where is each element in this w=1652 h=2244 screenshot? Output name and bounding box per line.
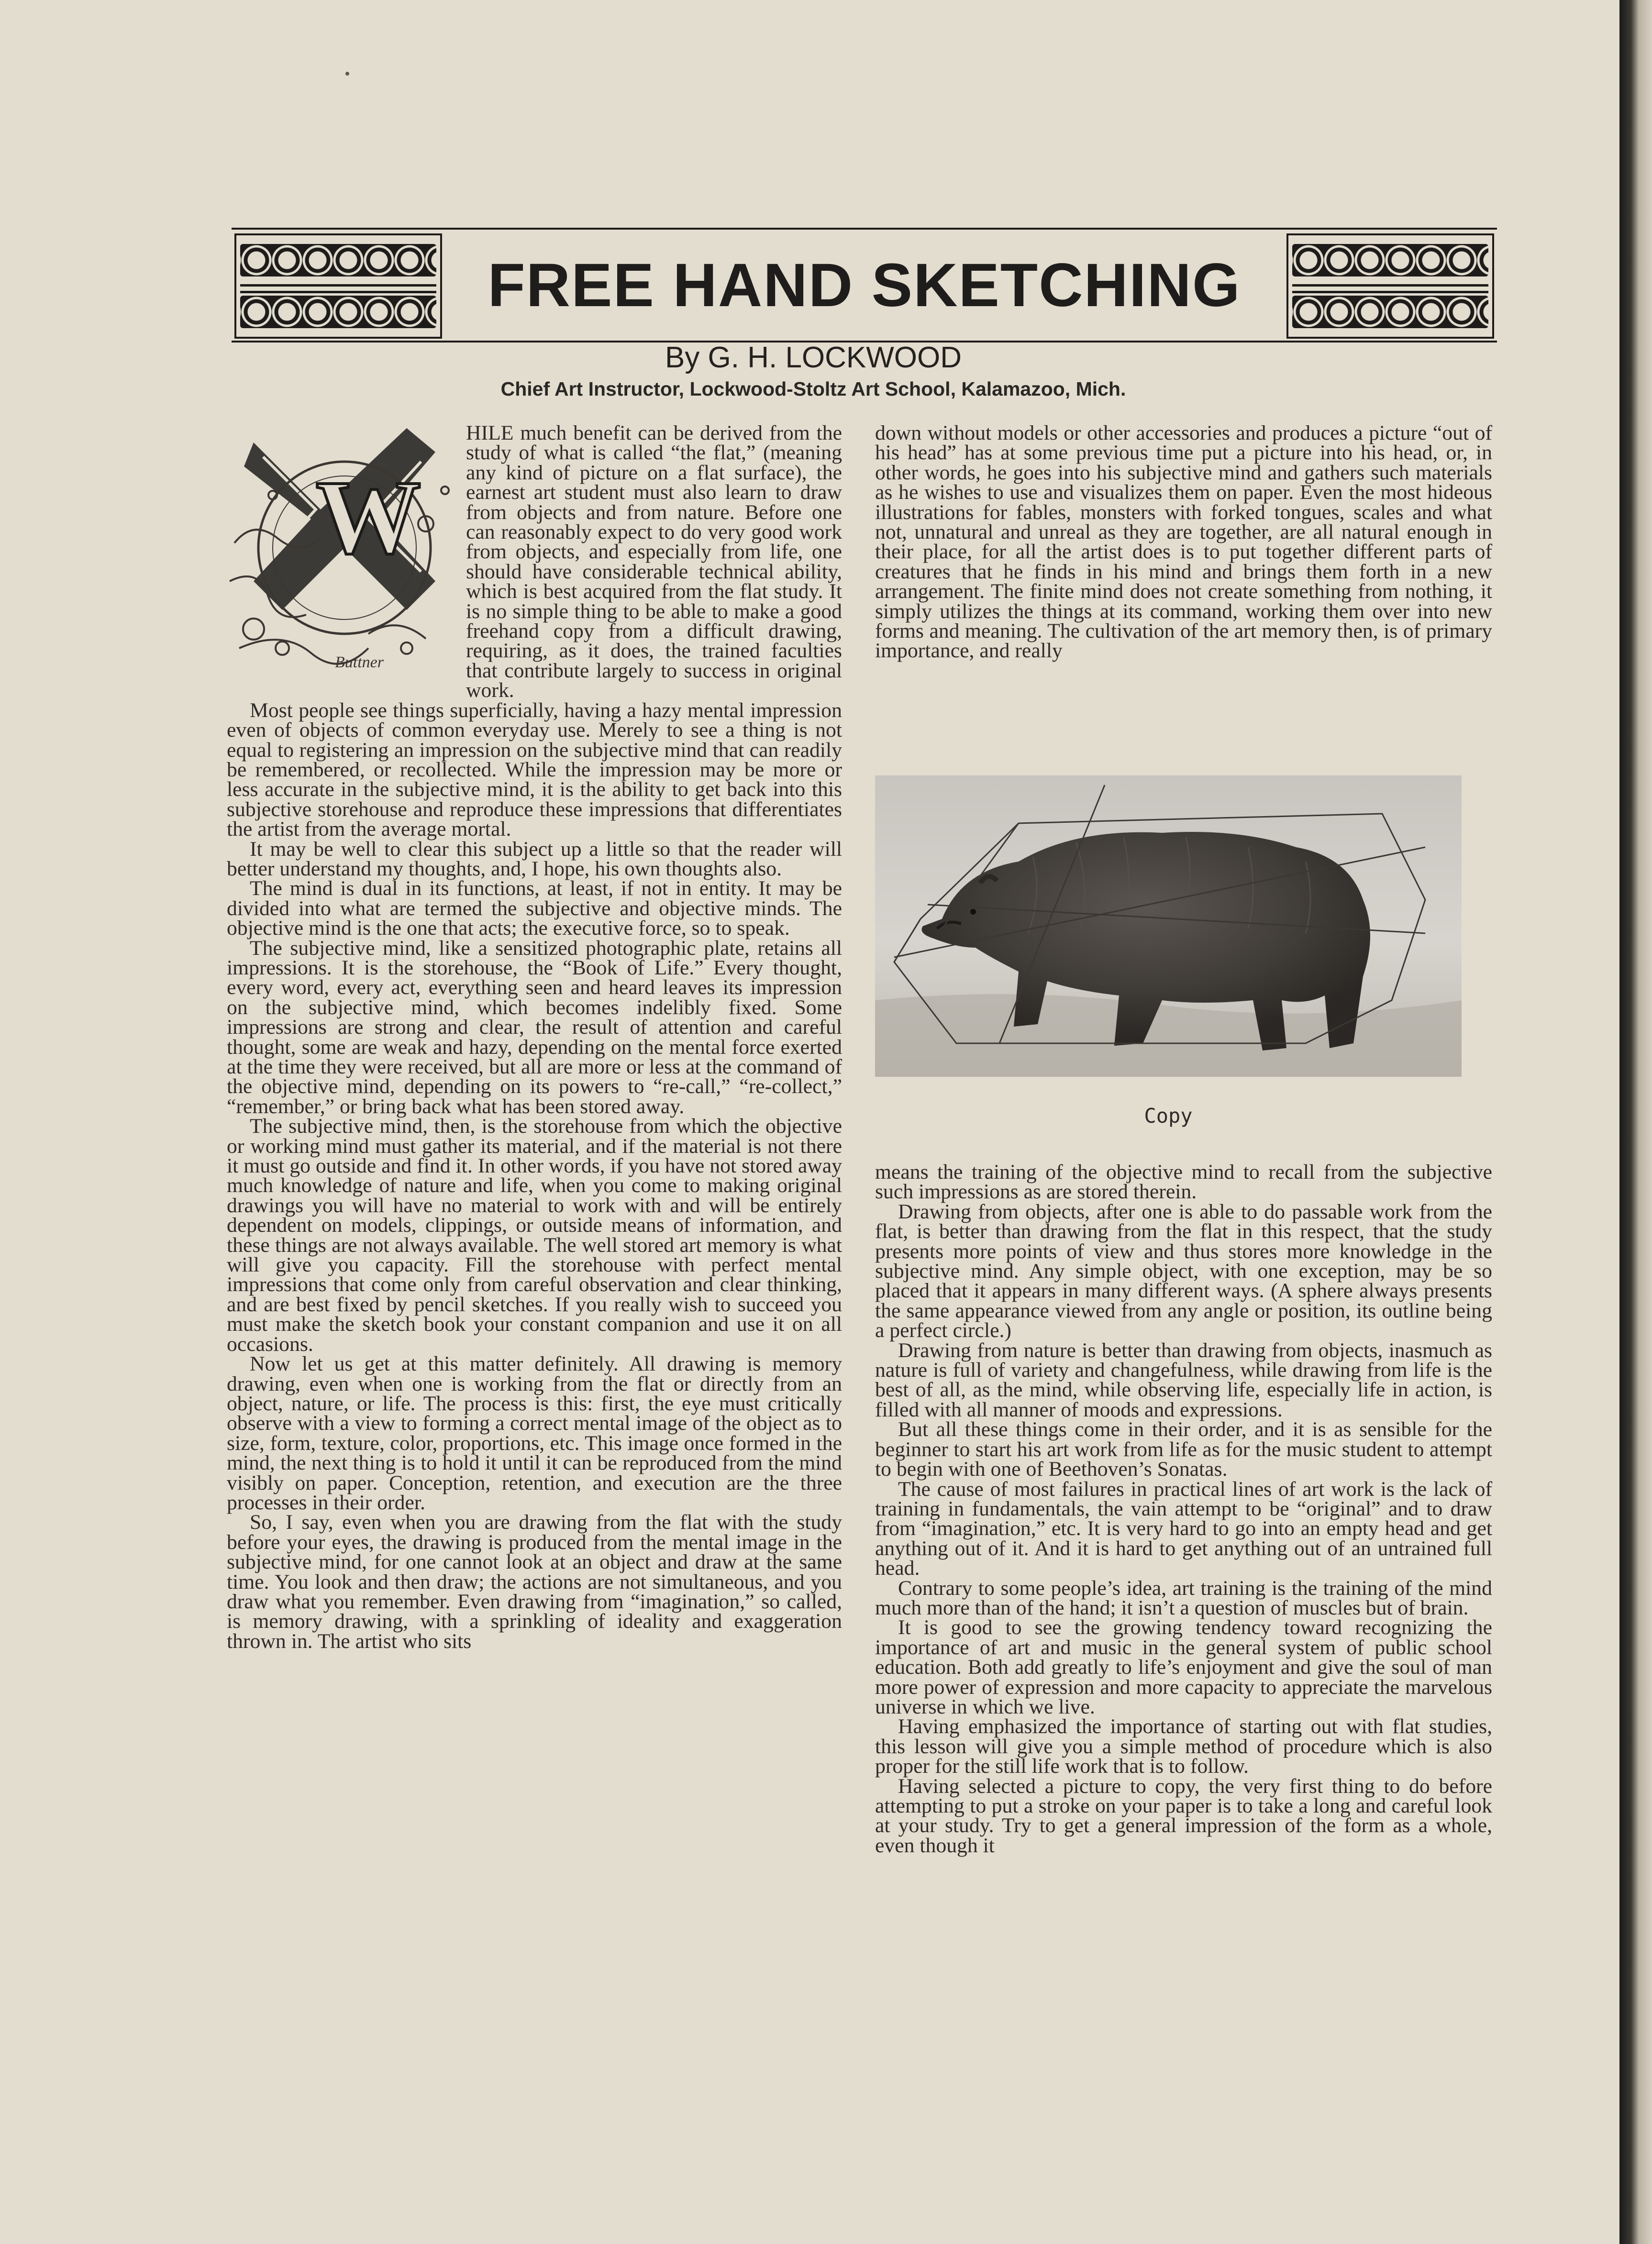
paragraph: The subjective mind, like a sensitized photographic plate, retains all impressions. It is the storehouse, the “Book of Life.” Every thought, every word, every act, everything seen and heard leaves its impression on the subjective mind, which becomes indelibly fixed. Some impressions are strong and clear, the result of attention and careful thought, some are weak and hazy, depending on the mental force exerted at the time they were received, but all are more or less at the command of the objective mind, depending on its powers to “re-call,” “re-collect,” “remember,” or bring back what has been stored away. (227, 936, 842, 1118)
left-column (227, 423, 842, 1651)
article-title: FREE HAND SKETCHING (488, 251, 1241, 320)
author-affiliation: Chief Art Instructor, Lockwood-Stoltz Art School, Kalamazoo, Mich. (500, 378, 1126, 400)
paragraph: But all these things come in their order, and it is as sensible for the beginner to start his art work from life as for the music student to attempt to begin with one of Beethoven’s Sonatas. (875, 1418, 1492, 1481)
ornament-line (1292, 284, 1488, 287)
paragraph: down without models or other accessories and produces a picture “out of his head” has at some previous time put a picture into his head, or, in other words, he goes into his subjective mind and gathers such materials as he wishes to use and visualizes them on paper. Even the most hideous illustrations for fables, monsters with forked tongues, scales and what not, unnatural and unreal as they are together, are all natural enough in their place, for all the artist does is to put together different parts of creatures that he finds in his mind and brings them forth in a new arrangement. The finite mind does not create something from nothing, it simply utilizes the things at its command, working them over into new forms and meaning. The cultivation of the art memory then, is of primary importance, and really (875, 421, 1492, 663)
paragraph: means the training of the objective mind to recall from the subjective such impressions as are stored therein. (875, 1161, 1492, 1204)
author-byline: By G. H. LOCKWOOD (665, 341, 962, 374)
banner-ornament-left (234, 233, 442, 339)
paragraph: It may be well to clear this subject up a little so that the reader will better understand my thoughts, and, I hope, his own thoughts also. (227, 837, 842, 880)
banner-ornament-right (1286, 233, 1494, 339)
paragraph: Drawing from nature is better than drawing from objects, inasmuch as nature is full of variety and changefulness, while drawing from life is the best of all, as the mind, while observing life, especially life in action, is filled with all manner of moods and expressions. (875, 1338, 1492, 1421)
paragraph: Having emphasized the importance of starting out with flat studies, this lesson will give you a simple method of procedure which is also proper for the still life work that is to follow. (875, 1715, 1492, 1778)
illustrator-signature: Buttner (335, 653, 384, 671)
ornament-line (240, 284, 436, 287)
paragraph: Most people see things superficially, having a hazy mental impression even of objects of common everyday use. Merely to see a thing is not equal to registering an impression on the subjective mind that can readily be remembered, or recollected. While the impression may be more or less accurate in the subjective mind, it is the ability to get back into this subjective storehouse and reproduce these impressions that differentiates the artist from the average mortal. (227, 698, 842, 841)
facing-page-edge (1619, 0, 1652, 2244)
ornament-band (1292, 296, 1488, 328)
paragraph: Having selected a picture to copy, the very first thing to do before attempting to put a stroke on your paper is to take a long and careful look at your study. Try to get a general impression of the form as a whole, even though it (875, 1774, 1492, 1857)
bear-photo (875, 775, 1462, 1077)
paragraph: Now let us get at this matter definitely. All drawing is memory drawing, even when one is working from the flat or directly from an object, nature, or life. The process is this: first, the eye must critically observe with a view to forming a correct mental image of the object as to size, form, texture, color, proportions, etc. This image once formed in the mind, the next thing is to hold it until it can be reproduced from the mind visibly on paper. Conception, retention, and execution are the three processes in their order. (227, 1352, 842, 1514)
paragraph: The subjective mind, then, is the storehouse from which the objective or working mind must gather its material, and if the material is not there it must go outside and find it. In other words, if you have not stored away much knowledge of nature and life, when you come to making original drawings you will have no material to work with and will be entirely dependent on models, clippings, or outside means of information, and these things are not always available. The well stored art memory is what will give you capacity. Fill the storehouse with perfect mental impressions that come only from careful observation and clear thinking, and are best fixed by pencil sketches. If you really wish to succeed you must make the sketch book your constant companion and use it on all occasions. (227, 1115, 842, 1356)
paragraph: Drawing from objects, after one is able to do passable work from the flat, is better than drawing from the flat in this respect, that the study presents more points of view and thus stores more knowledge in the subjective mind. Any simple object, with one exception, may be so placed that it appears in many different ways. (A sphere always presents the same appearance viewed from any angle or position, its outline being a perfect circle.) (875, 1200, 1492, 1342)
page-speck (345, 72, 349, 76)
paragraph: HILE much benefit can be derived from the study of what is called “the flat,” (meaning any kind of picture on a flat surface), the earnest art student must also learn to draw from objects and from nature. Before one can reasonably expect to do very good work from objects, and especially from life, one should have considerable technical ability, which is best acquired from the flat study. It is no simple thing to be able to make a good freehand copy from a difficult drawing, requiring, as it does, the trained faculties that contribute largely to success in original work. (466, 421, 842, 702)
figure-caption: Copy (1144, 1104, 1193, 1128)
paragraph: The cause of most failures in practical lines of art work is the lack of training in fundamentals, the vain attempt to be “original” and to draw from “imagination,” etc. It is very hard to go into an empty head and get anything out of it. And it is hard to get anything out of an untrained full head. (875, 1477, 1492, 1580)
paragraph: Contrary to some people’s idea, art training is the training of the mind much more than of the hand; it isn’t a question of muscles but of brain. (875, 1576, 1492, 1619)
ornament-band (1292, 244, 1488, 276)
decorative-dropcap (225, 423, 459, 689)
title-banner (232, 228, 1497, 343)
ornament-line (1292, 291, 1488, 293)
ornament-band (240, 244, 436, 276)
dropcap-illustration (225, 423, 459, 689)
paragraph: The mind is dual in its functions, at least, if not in entity. It may be divided into what are termed the subjective and objective minds. The objective mind is the one that acts; the executive force, so to speak. (227, 877, 842, 940)
right-column-top (875, 423, 1492, 661)
paragraph: It is good to see the growing tendency toward recognizing the importance of art and music in the general system of public school education. Both add greatly to life’s enjoyment and give the soul of man more power of expression and more capacity to appreciate the marvelous universe in which we live. (875, 1616, 1492, 1718)
paragraph: So, I say, even when you are drawing from the flat with the study before your eyes, the drawing is produced from the mental image in the subjective mind, for one cannot look at an object and draw at the same time. You look and then draw; the actions are not simultaneous, and you draw what you remember. Even drawing from “imagination,” so called, is memory drawing, with a sprinkling of ideality and exaggeration thrown in. The artist who sits (227, 1511, 842, 1653)
banner-top-rule (232, 228, 1497, 230)
right-column-bottom (875, 1162, 1492, 1856)
ornament-line (240, 291, 436, 293)
ornament-band (240, 296, 436, 328)
bear-illustration (875, 775, 1462, 1077)
dropcap-letter: W (316, 459, 421, 575)
